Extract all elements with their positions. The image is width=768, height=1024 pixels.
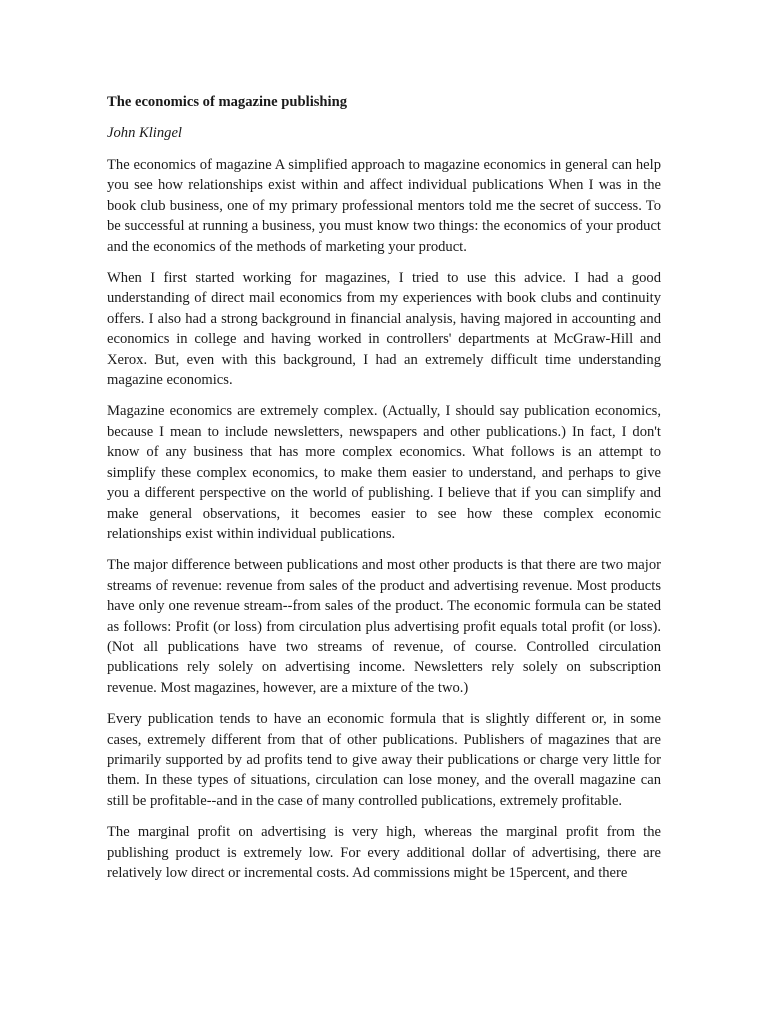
paragraph: The economics of magazine A simplified approach to magazine economics in general can help you see how relationships exist within and affect individual publications When I was in the book club business, one of my primary professional mentors told me the secret of success. To be successful at running a business, you must know two things: the economics of your product and the economics of the methods of marketing your product. xyxy=(107,157,661,255)
paragraph: Magazine economics are extremely complex. (Actually, I should say publication economics, because I mean to include newsletters, newspapers and other publications.) In fact, I don't know of any business that has more complex economics. What follows is an attempt to simplify these complex economics, to make them easier to understand, and perhaps to give you a different perspective on the world of publishing. I believe that if you can simplify and make general observations, it becomes easier to see how these complex economic relationships exist within individual publications. xyxy=(107,403,661,542)
paragraph: Every publication tends to have an economic formula that is slightly different or, in some cases, extremely different from that of other publications. Publishers of magazines that are primarily supported by ad profits tend to give away their publications or charge very little for them. In these types of situations, circulation can lose money, and the overall magazine can still be profitable--and in the case of many controlled publications, extremely profitable. xyxy=(107,711,661,809)
document-title: The economics of magazine publishing xyxy=(107,94,348,110)
paragraph: The marginal profit on advertising is very high, whereas the marginal profit from the publishing product is extremely low. For every additional dollar of advertising, there are relatively low direct or incremental costs. Ad commissions might be 15percent, and there xyxy=(107,824,661,881)
paragraph: The major difference between publications and most other products is that there are two major streams of revenue: revenue from sales of the product and advertising revenue. Most products have only one revenue stream--from sales of the product. The economic formula can be stated as follows: Profit (or loss) from circulation plus advertising profit equals total profit (or loss). (Not all publications have two streams of revenue, of course. Controlled circulation publications rely solely on advertising income. Newsletters rely solely on subscription revenue. Most magazines, however, are a mixture of the two.) xyxy=(107,557,661,696)
paragraph: When I first started working for magazines, I tried to use this advice. I had a good understanding of direct mail economics from my experiences with book clubs and continuity offers. I also had a strong background in financial analysis, having majored in accounting and economics in college and having worked in controllers' departments at McGraw-Hill and Xerox. But, even with this background, I had an extremely difficult time understanding magazine economics. xyxy=(107,270,661,389)
document-page xyxy=(107,92,661,894)
document-author: John Klingel xyxy=(107,125,182,141)
